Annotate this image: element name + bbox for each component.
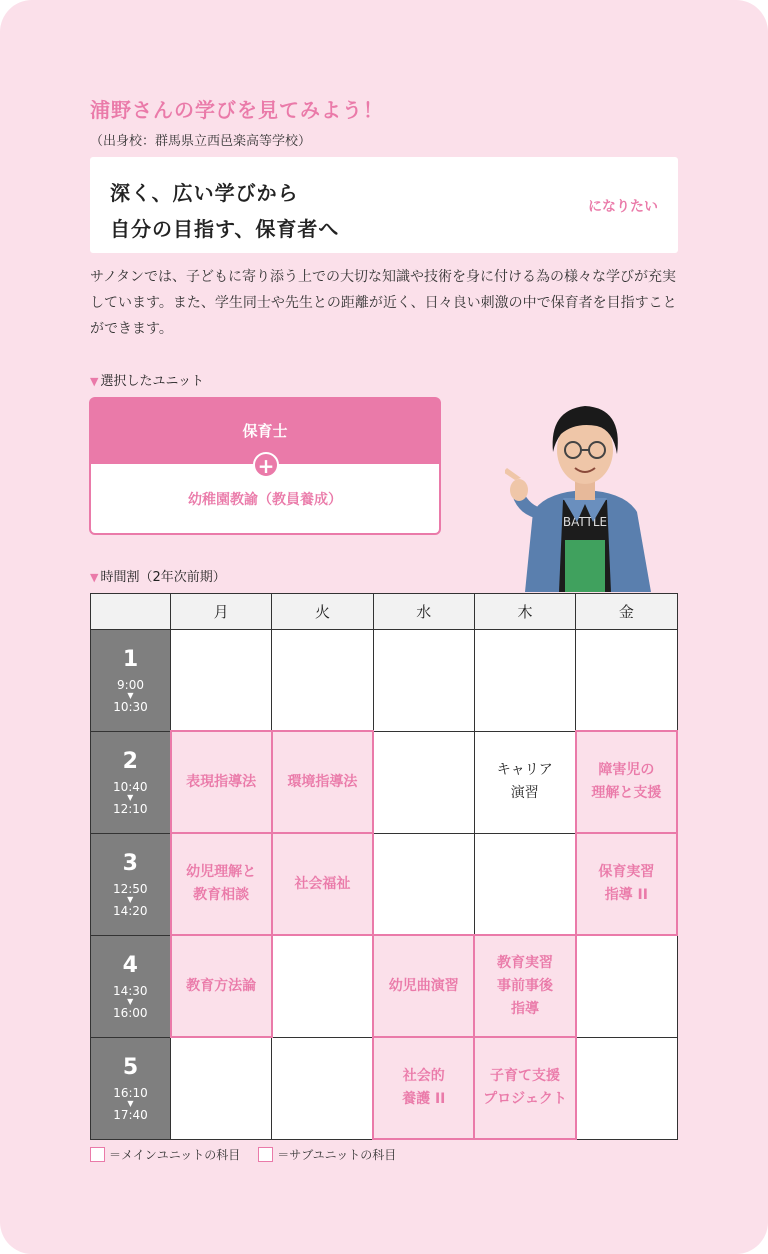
sub-unit: 幼稚園教諭（教員養成） [89,462,441,535]
timetable-empty-cell [171,630,272,732]
timetable-course-cell: 教育実習 事前事後 指導 [474,935,575,1037]
timetable-empty-cell [373,630,474,732]
timetable-course-cell: キャリア 演習 [474,731,575,833]
units-section-label: 選択したユニット [100,374,204,389]
period-end-time: 10:30 [113,699,148,714]
period-cell [91,630,171,732]
period-arrow-icon: ▼ [127,690,134,700]
period-end-time: 12:10 [112,801,148,816]
timetable-section-title [90,566,226,585]
day-header: 木 [474,594,575,630]
tagline-box [90,157,678,253]
timetable-course-cell: 社会的 養護 II [373,1037,474,1139]
period-number: 5 [122,1054,139,1080]
period-arrow-icon: ▼ [127,1098,134,1108]
period-number: 4 [122,952,138,978]
legend-main-swatch [90,1147,105,1162]
day-header: 火 [272,594,373,630]
period-end-time: 16:00 [112,1005,148,1020]
timetable-empty-cell [576,630,677,732]
timetable-empty-cell [474,630,575,732]
day-header: 金 [576,594,677,630]
tagline-line2: 自分の目指す、保育者へ [110,217,340,241]
timetable-course-cell: 障害児の 理解と支援 [576,731,677,833]
legend [90,1146,396,1163]
timetable-course-cell: 幼児理解と 教育相談 [171,833,272,935]
timetable-empty-cell [474,833,575,935]
period-number: 2 [122,748,138,774]
timetable-course-cell: 社会福祉 [272,833,373,935]
day-header: 月 [171,594,272,630]
period-start-time: 10:40 [112,779,148,794]
student-school: （出身校：群馬県立西邑楽高等学校） [90,134,312,149]
period-arrow-icon: ▼ [127,894,134,904]
legend-main-label: ＝メインユニットの科目 [109,1148,241,1162]
timetable-course-cell: 保育実習 指導 II [576,833,677,935]
period-cell [91,833,171,935]
legend-sub-label: ＝サブユニットの科目 [277,1148,397,1162]
corner-cell [91,594,171,630]
timetable-empty-cell [272,630,373,732]
timetable-course-cell: 子育て支援 プロジェクト [474,1037,575,1139]
timetable-row [91,731,678,833]
main-unit: 保育士 [89,397,441,464]
tagline-suffix: になりたい [588,199,658,215]
timetable-empty-cell [272,1037,373,1139]
timetable-empty-cell [373,731,474,833]
svg-text:BATTLE: BATTLE [562,515,608,529]
plus-icon: + [253,452,279,478]
period-cell [91,935,171,1037]
period-start-time: 9:00 [117,677,144,692]
period-start-time: 12:50 [112,881,148,896]
triangle-icon: ▼ [90,375,99,388]
timetable-row [91,935,678,1037]
timetable [90,593,678,1140]
period-arrow-icon: ▼ [127,792,134,802]
period-number: 3 [122,850,138,876]
timetable-empty-cell [576,935,677,1037]
day-header: 水 [373,594,474,630]
timetable-course-cell: 環境指導法 [272,731,373,833]
legend-sub-swatch [258,1147,273,1162]
timetable-empty-cell [373,833,474,935]
triangle-icon: ▼ [90,571,99,584]
timetable-course-cell: 幼児曲演習 [373,935,474,1037]
units-section-title [90,370,204,389]
description-text: サノタンでは、子どもに寄り添う上での大切な知識や技術を身に付ける為の様々な学びが充実しています。また、学生同士や先生との距離が近く、日々良い刺激の中で保育者を目指すことができます。 [90,269,677,337]
period-cell [91,1037,171,1139]
timetable-empty-cell [272,935,373,1037]
period-end-time: 17:40 [113,1107,148,1122]
timetable-section-label: 時間割（2年次前期） [100,570,226,585]
period-start-time: 14:30 [112,983,148,998]
timetable-row [91,630,678,732]
period-start-time: 16:10 [113,1085,148,1100]
student-photo [505,400,665,592]
tagline-line1: 深く、広い学びから [110,181,299,205]
period-arrow-icon: ▼ [127,996,134,1006]
period-cell [91,731,171,833]
student-heading: 浦野さんの学びを見てみよう！ [90,98,384,122]
period-end-time: 14:20 [112,903,148,918]
timetable-course-cell: 教育方法論 [171,935,272,1037]
period-number: 1 [122,646,139,672]
timetable-course-cell: 表現指導法 [171,731,272,833]
timetable-row [91,1037,678,1139]
timetable-empty-cell [576,1037,677,1139]
timetable-row [91,833,678,935]
timetable-header-row [91,594,678,630]
timetable-empty-cell [171,1037,272,1139]
